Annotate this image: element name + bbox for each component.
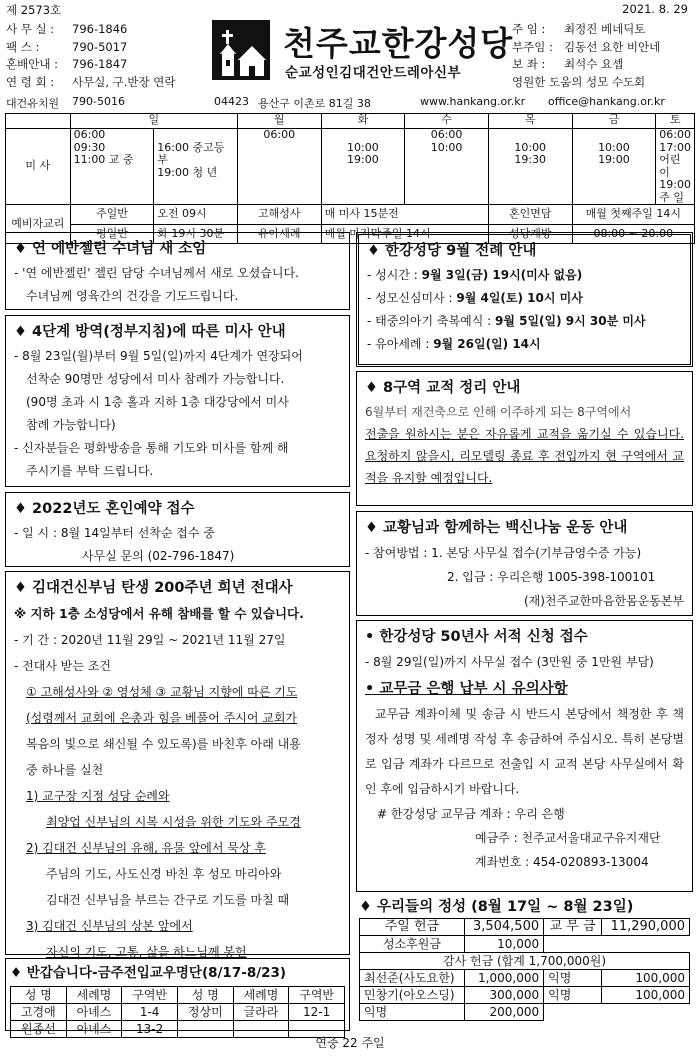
page-footer: 연중 22 주일 — [315, 1036, 385, 1050]
vaccine-notice: ♦ 교황님과 함께하는 백신나눔 운동 안내 - 참여방법 : 1. 본당 사무실 접수(기부금영수증 가능) 2. 입금 : 우리은행 1005-398-100101 (재)천주교한마음한몸운동본부 — [356, 511, 693, 616]
offering-table: 주일 헌금 3,504,500 교 무 금 11,290,000 성소후원금 10,000 감사 헌금 (합계 1,700,000원) 최선준(사도요한) 1,000,000 익명 100,000 민창기(아오스딩) 300,000 익명 100,000 익명 200,000 — [359, 918, 690, 1021]
offering-report: ♦ 우리들의 정성 (8월 17일 ~ 8월 23일) 주일 헌금 3,504,500 교 무 금 11,290,000 성소후원금 10,000 감사 헌금 (합계 1,700,000원) 최선준(사도요한) 1,000,000 익명 100,000 민창기(아오스딩) 300,000 익명 100,000 익명 200,000 — [356, 896, 693, 1031]
september-liturgy: ♦ 한강성당 9월 전례 안내 - 성시간 : 9월 3일(금) 19시(미사 없음) - 성모신심미사 : 9월 4일(토) 10시 미사 - 태중의아기 축복예식 : 9월 5일(일) 9시 30분 미사 - 유아세례 : 9월 26일(일) 14시 — [356, 232, 693, 367]
list-item: - 유아세례 : 9월 26일(일) 14시 — [367, 337, 541, 351]
welcome-list: ♦ 반갑습니다-금주전입교우명단(8/17-8/23) 성 명 세례명 구역반 성 명 세례명 구역반 고경애 아녜스 1-4 정상미 글라라 12-1 원종선 아녜스 13-2 — [5, 958, 350, 1031]
issue-number: 제 2573호 — [6, 3, 62, 17]
jubilee-notice: ♦ 김대건신부님 탄생 200주년 희년 전대사 ※ 지하 1층 소성당에서 유해 참배를 할 수 있습니다. - 기 간 : 2020년 11월 29일 ~ 2021년 11월 27일 - 전대사 받는 조건 ① 고해성사와 ② 영성체 ③ 교황님 지향에 따른 기도 (성령께서 교회에 은총과 힘을 베풀어 주시어 교회가 복음의 빛으로 쇄신될 수 있도록)를 바친후 아래 내용 중 하나를 실천 1) 교구장 지정 성당 순례와 최양업 신부님의 시복 시성을 위한 기도와 주모경 2) 김대건 신부님의 유해, 유물 앞에서 묵상 후 주님의 기도, 사도신경 바친 후 성모 마리아와 김대건 신부님을 부르는 간구로 기도를 마칠 때 3) 김대건 신부님의 상본 앞에서 자신의 기도, 고통, 삶을 하느님께 봉헌 — [5, 571, 350, 955]
table-row: 최선준(사도요한) 1,000,000 익명 100,000 — [360, 970, 690, 987]
quarantine-notice: ♦ 4단계 방역(정부지침)에 따른 미사 안내 - 8월 23일(월)부터 9월 5일(일)까지 4단계가 연장되어 선착순 90명만 성당에서 미사 참례가 가능합니다. (90명 초과 시 1층 홀과 지하 1층 대강당에서 미사 참례 가능합니다) - 신자분들은 평화방송을 통해 기도와 미사를 함께 해 주시기를 부탁 드립니다. — [5, 315, 350, 487]
issue-date: 2021. 8. 29 — [622, 2, 688, 16]
table-row: 민창기(아오스딩) 300,000 익명 100,000 — [360, 987, 690, 1004]
church-name: 천주교한강성당 — [283, 24, 514, 63]
table-row: 익명 200,000 — [360, 1004, 690, 1021]
books-and-dues: • 한강성당 50년사 서적 신청 접수 - 8월 29일(일)까지 사무실 접수 (3만원 중 1만원 부담) • 교무금 은행 납부 시 유의사항 교무금 계좌이체 및 송금 시 반드시 본당에서 책정한 후 책정자 성명 및 세례명 작성 후 송금하여 주십시오. 특히 본당별로 입금 계좌가 다르므로 전출입 시 교적 본당 사무실에서 확인 후에 입금하시기 바랍니다. # 한강성당 교무금 계좌 : 우리 은행 예금주 : 천주교서울대교구유지재단 계좌번호 : 454-020893-13004 — [356, 620, 693, 892]
church-logo-icon — [212, 20, 270, 80]
bulletin-header — [0, 0, 700, 112]
mass-times-row: 미 사 06:00 09:30 11:00 교 중 16:00 중고등부 19:00 청 년 06:00 10:00 19:00 06:00 10:00 10:00 19:30 10:00 19:00 06:00 17:00 어린이 19:00 주 일 — [6, 129, 695, 205]
catechism-row-weekday: 평일반 화 19시 30분 유아세례 매월 마지막주일 14시 성당개방 08:00 ~ 20:00 — [6, 224, 695, 244]
office-contacts: 사 무 실 : 796-1846 팩 스 : 790-5017 혼배안내 : 796-1847 연 령 회 : 사무실, 구.반장 연락 — [6, 22, 176, 89]
wedding-notice: ♦ 2022년도 혼인예약 접수 - 일 시 : 8월 14일부터 선착순 접수 중 사무실 문의 (02-796-1847) — [5, 492, 350, 567]
website-link[interactable]: www.hankang.or.kr — [420, 95, 526, 108]
list-item: - 성시간 : 9월 3일(금) 19시(미사 없음) — [367, 268, 583, 282]
schedule-table — [5, 113, 695, 244]
address-line: 대건유치원 790-5016 04423 용산구 이촌로 81길 38 www.hankang.or.kr office@hankang.or.kr — [6, 95, 694, 114]
list-item: - 성모신심미사 : 9월 4일(토) 10시 미사 — [367, 291, 583, 305]
order-motto: 영원한 도움의 성모 수도회 — [512, 74, 646, 89]
church-patron: 순교성인김대건안드레아신부 — [285, 65, 462, 81]
nun-notice: ♦ 연 에반젤린 수녀님 새 소임 - '연 에반젤린' 젤린 담당 수녀님께서 새로 오셨습니다. 수녀님께 영육간의 건강을 기도드립니다. — [5, 232, 350, 310]
list-item: - 태중의아기 축복예식 : 9월 5일(일) 9시 30분 미사 — [367, 314, 646, 328]
district-notice: ♦ 8구역 교적 정리 안내 6월부터 재건축으로 인해 이주하게 되는 8구역에서 전출을 원하시는 분은 자유롭게 교적을 옮기실 수 있습니다. 요청하지 않을시, 리모델링 종료 후 전입까지 현 구역에서 교적을 유지할 예정입니다. — [356, 371, 693, 506]
table-row: 원종선 아녜스 13-2 — [11, 1021, 345, 1038]
schedule-day-header: 일 월 화 수 목 금 토 — [6, 114, 695, 129]
email-link[interactable]: office@hankang.or.kr — [548, 95, 665, 108]
catechism-row-sunday: 예비자교리 주일반 오전 09시 고해성사 매 미사 15분전 혼인면담 매월 첫째주일 14시 — [6, 205, 695, 225]
staff-list: 주 임 : 최정진 베네딕토 부주임 : 김동선 요한 비안네 보 좌 : 최석수 요셉 영원한 도움의 성모 수도회 — [512, 21, 660, 91]
table-row: 고경애 아녜스 1-4 정상미 글라라 12-1 — [11, 1004, 345, 1021]
newcomer-table: 성 명 세례명 구역반 성 명 세례명 구역반 고경애 아녜스 1-4 정상미 글라라 12-1 원종선 아녜스 13-2 — [10, 986, 345, 1038]
